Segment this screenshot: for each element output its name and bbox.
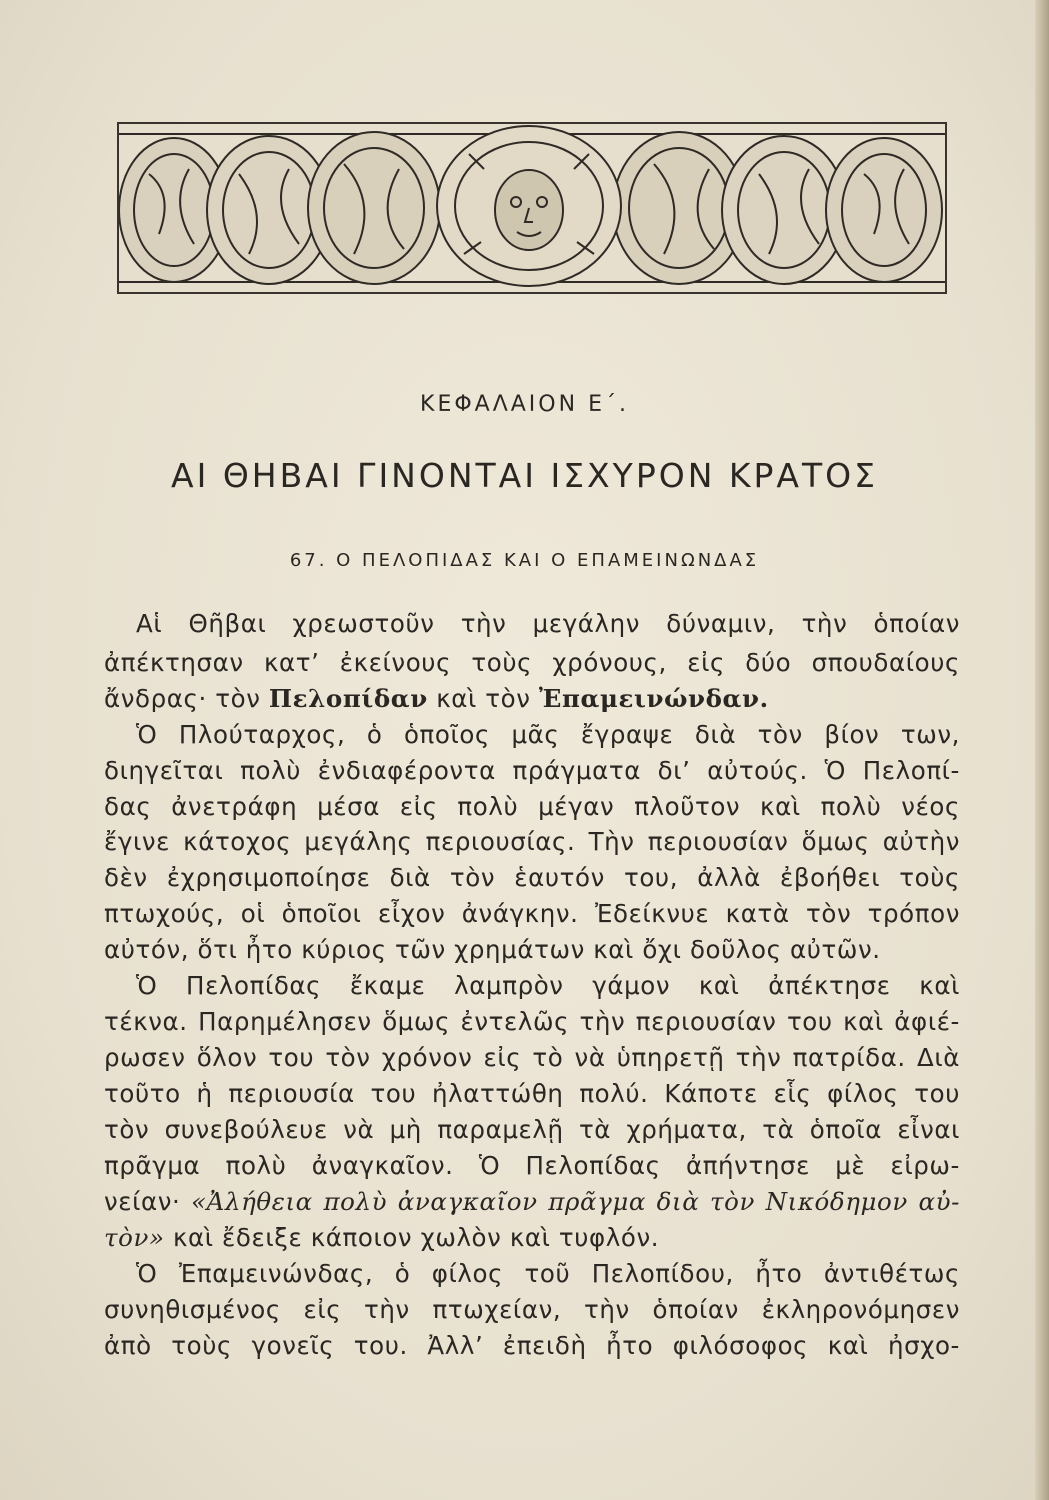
text-line-18 [104,1221,960,1255]
text-run: νείαν· [104,1187,181,1216]
text-line-19: Ὁ Ἐπαμεινώνδας, ὁ φίλος τοῦ Πελοπίδου, ἦτο ἀντιθέτως [136,1259,960,1288]
quote-italic: «Ἀλήθεια πολὺ ἀναγκαῖον πρᾶγμα διὰ τὸν Νικόδημον αὐ- [191,1187,961,1216]
text-line-4: Ὁ Πλούταρχος, ὁ ὁποῖος μᾶς ἔγραψε διὰ τὸν βίον των, [136,720,960,749]
text-line-12: τέκνα. Παρημέλησεν ὅμως ἐντελῶς τὴν περιουσίαν του καὶ ἀφιέ- [104,1007,960,1036]
text-line-7: ἔγινε κάτοχος μεγάλης περιουσίας. Τὴν περιουσίαν ὅμως αὐτὴν [104,827,960,856]
text-run: καὶ τὸν [436,684,531,713]
ornament-shields-illustration [119,124,945,292]
text-line-2: ἀπέκτησαν κατ’ ἐκείνους τοὺς χρόνους, εἰς δύο σπουδαίους [104,648,960,677]
text-line-5: διηγεῖται πολὺ ἐνδιαφέροντα πράγματα δι’ αὐτούς. Ὁ Πελοπί- [104,756,960,785]
name-epaminondas: Ἐπαμεινώνδαν. [538,684,769,713]
decorative-header-banner [117,122,947,294]
text-line-6: δας ἀνετράφη μέσα εἰς πολὺ μέγαν πλοῦτον καὶ πολὺ νέος [104,792,960,821]
text-run: καὶ ἔδειξε κάποιον χωλὸν καὶ τυφλόν. [172,1223,660,1252]
text-line-1: Αἱ Θῆβαι χρεωστοῦν τὴν μεγάλην δύναμιν, τὴν ὁποίαν [136,609,960,638]
text-line-9: πτωχούς, οἱ ὁποῖοι εἶχον ἀνάγκην. Ἐδείκνυε κατὰ τὸν τρόπον [104,899,960,928]
text-line-3 [104,682,960,716]
text-line-20: συνηθισμένος εἰς τὴν πτωχείαν, τὴν ὁποίαν ἐκληρονόμησεν [104,1295,960,1324]
text-line-15: τὸν συνεβούλευε νὰ μὴ παραμελῇ τὰ χρήματα, τὰ ὁποῖα εἶναι [104,1115,960,1144]
text-line-13: ρωσεν ὅλον του τὸν χρόνον εἰς τὸ νὰ ὑπηρετῇ τὴν πατρίδα. Διὰ [104,1043,960,1072]
text-run: ἄνδρας· τὸν [104,684,261,713]
quote-italic-end: τὸν» [104,1223,165,1252]
name-pelopidas: Πελοπίδαν [268,684,428,713]
chapter-title: ΑΙ ΘΗΒΑΙ ΓΙΝΟΝΤΑΙ ΙΣΧΥΡΟΝ ΚΡΑΤΟΣ [171,456,878,495]
text-line-8: δὲν ἐχρησιμοποίησε διὰ τὸν ἑαυτόν του, ἀλλὰ ἐβοήθει τοὺς [104,863,960,892]
text-line-10: αὐτόν, ὅτι ἦτο κύριος τῶν χρημάτων καὶ ὄχι δοῦλος αὐτῶν. [104,935,881,964]
text-line-11: Ὁ Πελοπίδας ἔκαμε λαμπρὸν γάμον καὶ ἀπέκτησε καὶ [136,971,960,1000]
chapter-heading: ΚΕΦΑΛΑΙΟΝ Ε΄. [420,392,629,417]
text-line-21: ἀπὸ τοὺς γονεῖς του. Ἀλλ’ ἐπειδὴ ἦτο φιλόσοφος καὶ ἠσχο- [104,1331,960,1360]
text-line-14: τοῦτο ἡ περιουσία του ἠλαττώθη πολύ. Κάποτε εἷς φίλος του [104,1079,960,1108]
section-heading: 67. Ο ΠΕΛΟΠΙΔΑΣ ΚΑΙ Ο ΕΠΑΜΕΙΝΩΝΔΑΣ [289,550,760,571]
text-line-16: πρᾶγμα πολὺ ἀναγκαῖον. Ὁ Πελοπίδας ἀπήντησε μὲ εἰρω- [104,1151,960,1180]
page-edge [1035,0,1049,1500]
text-line-17 [104,1185,960,1219]
